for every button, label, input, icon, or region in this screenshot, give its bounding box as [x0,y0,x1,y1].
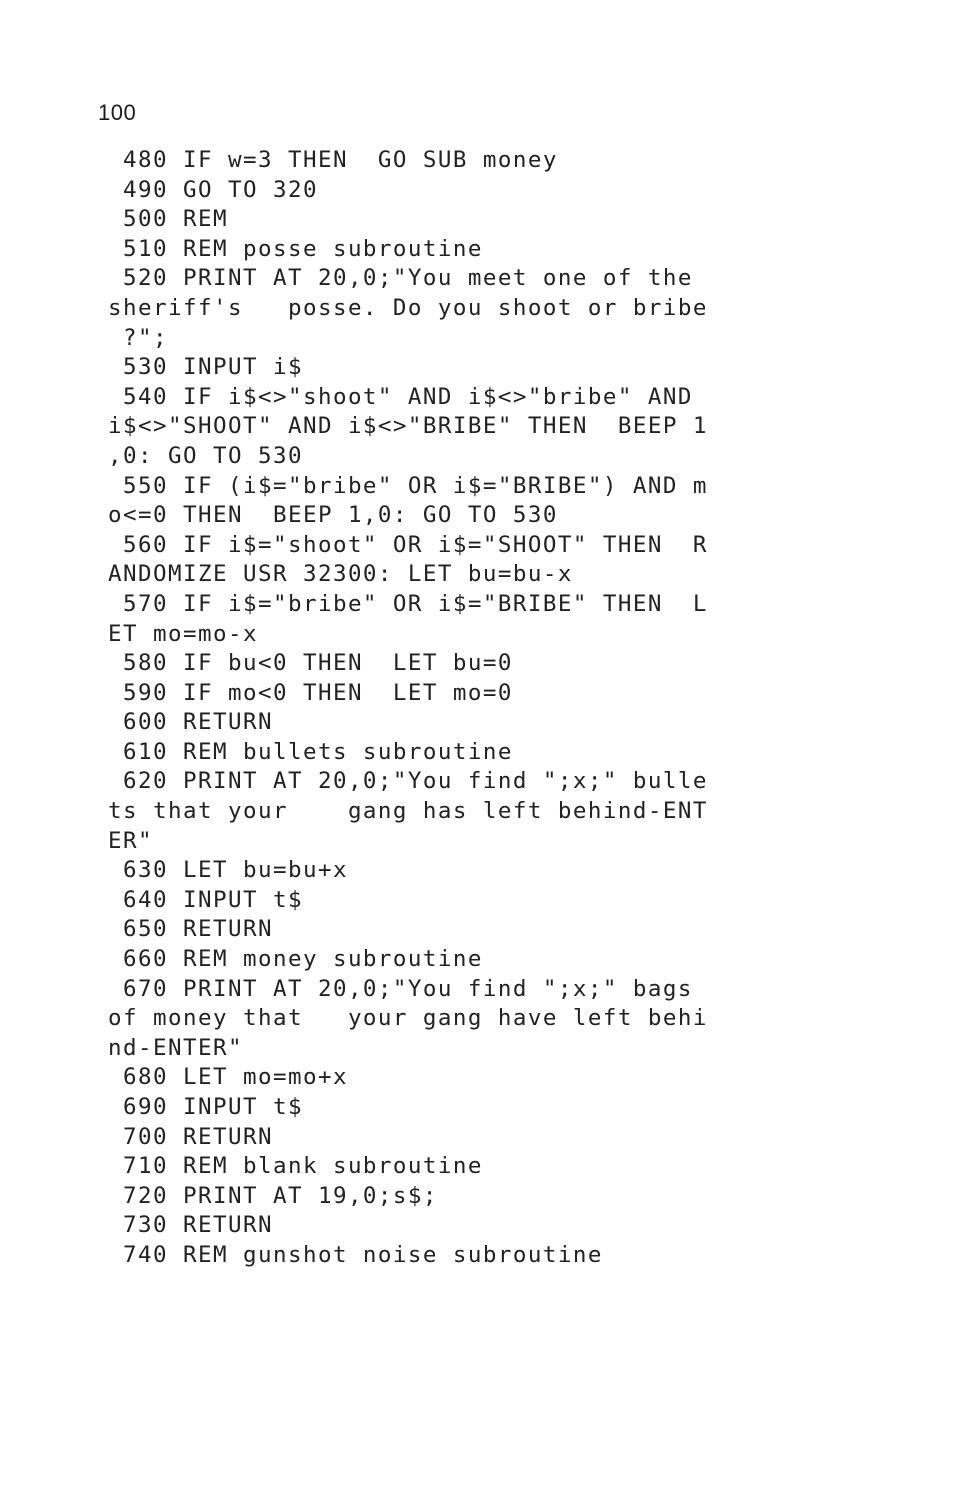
code-line: 680 LET mo=mo+x [108,1064,348,1091]
code-line: 630 LET bu=bu+x [108,857,348,884]
code-line: 550 IF (i$="bribe" OR i$="BRIBE") AND m [108,472,708,499]
code-line: 730 RETURN [108,1212,273,1239]
code-line: i$<>"SHOOT" AND i$<>"BRIBE" THEN BEEP 1 [108,413,708,440]
code-line: 660 REM money subroutine [108,946,483,973]
code-line: 710 REM blank subroutine [108,1153,483,1180]
code-line: 700 RETURN [108,1123,273,1150]
code-line: 620 PRINT AT 20,0;"You find ";x;" bulle [108,768,708,795]
code-line: 690 INPUT t$ [108,1094,303,1120]
code-line: ts that your gang has left behind-ENT [108,798,708,825]
code-line: 720 PRINT AT 19,0;s$; [108,1182,438,1209]
code-line: ET mo=mo-x [108,620,258,647]
code-line: of money that your gang have left behi [108,1005,708,1032]
code-line: ?"; [108,324,168,351]
code-line: 480 IF w=3 THEN GO SUB money [108,147,558,173]
code-line: 610 REM bullets subroutine [108,738,513,765]
code-line: 530 INPUT i$ [108,354,303,381]
code-line: nd-ENTER" [108,1034,243,1061]
code-line: ,0: GO TO 530 [108,442,303,469]
code-line: 580 IF bu<0 THEN LET bu=0 [108,650,513,677]
code-line: 540 IF i$<>"shoot" AND i$<>"bribe" AND [108,383,693,410]
code-line: 490 GO TO 320 [108,176,318,203]
code-line: ER" [108,827,153,854]
code-line: 520 PRINT AT 20,0;"You meet one of the [108,265,693,292]
code-line: sheriff's posse. Do you shoot or bribe [108,294,708,321]
code-line: 640 INPUT t$ [108,886,303,913]
code-line: o<=0 THEN BEEP 1,0: GO TO 530 [108,502,558,529]
code-line: 670 PRINT AT 20,0;"You find ";x;" bags [108,975,693,1002]
code-line: 560 IF i$="shoot" OR i$="SHOOT" THEN R [108,531,708,558]
code-line: 510 REM posse subroutine [108,235,483,262]
code-line: 600 RETURN [108,709,273,736]
program-listing [108,146,843,1271]
code-line: ANDOMIZE USR 32300: LET bu=bu-x [108,561,573,588]
page-number: 100 [98,100,137,125]
code-line: 650 RETURN [108,916,273,943]
code-line: 570 IF i$="bribe" OR i$="BRIBE" THEN L [108,590,708,617]
code-line: 590 IF mo<0 THEN LET mo=0 [108,679,513,706]
code-line: 500 REM [108,206,228,233]
code-line: 740 REM gunshot noise subroutine [108,1241,603,1268]
